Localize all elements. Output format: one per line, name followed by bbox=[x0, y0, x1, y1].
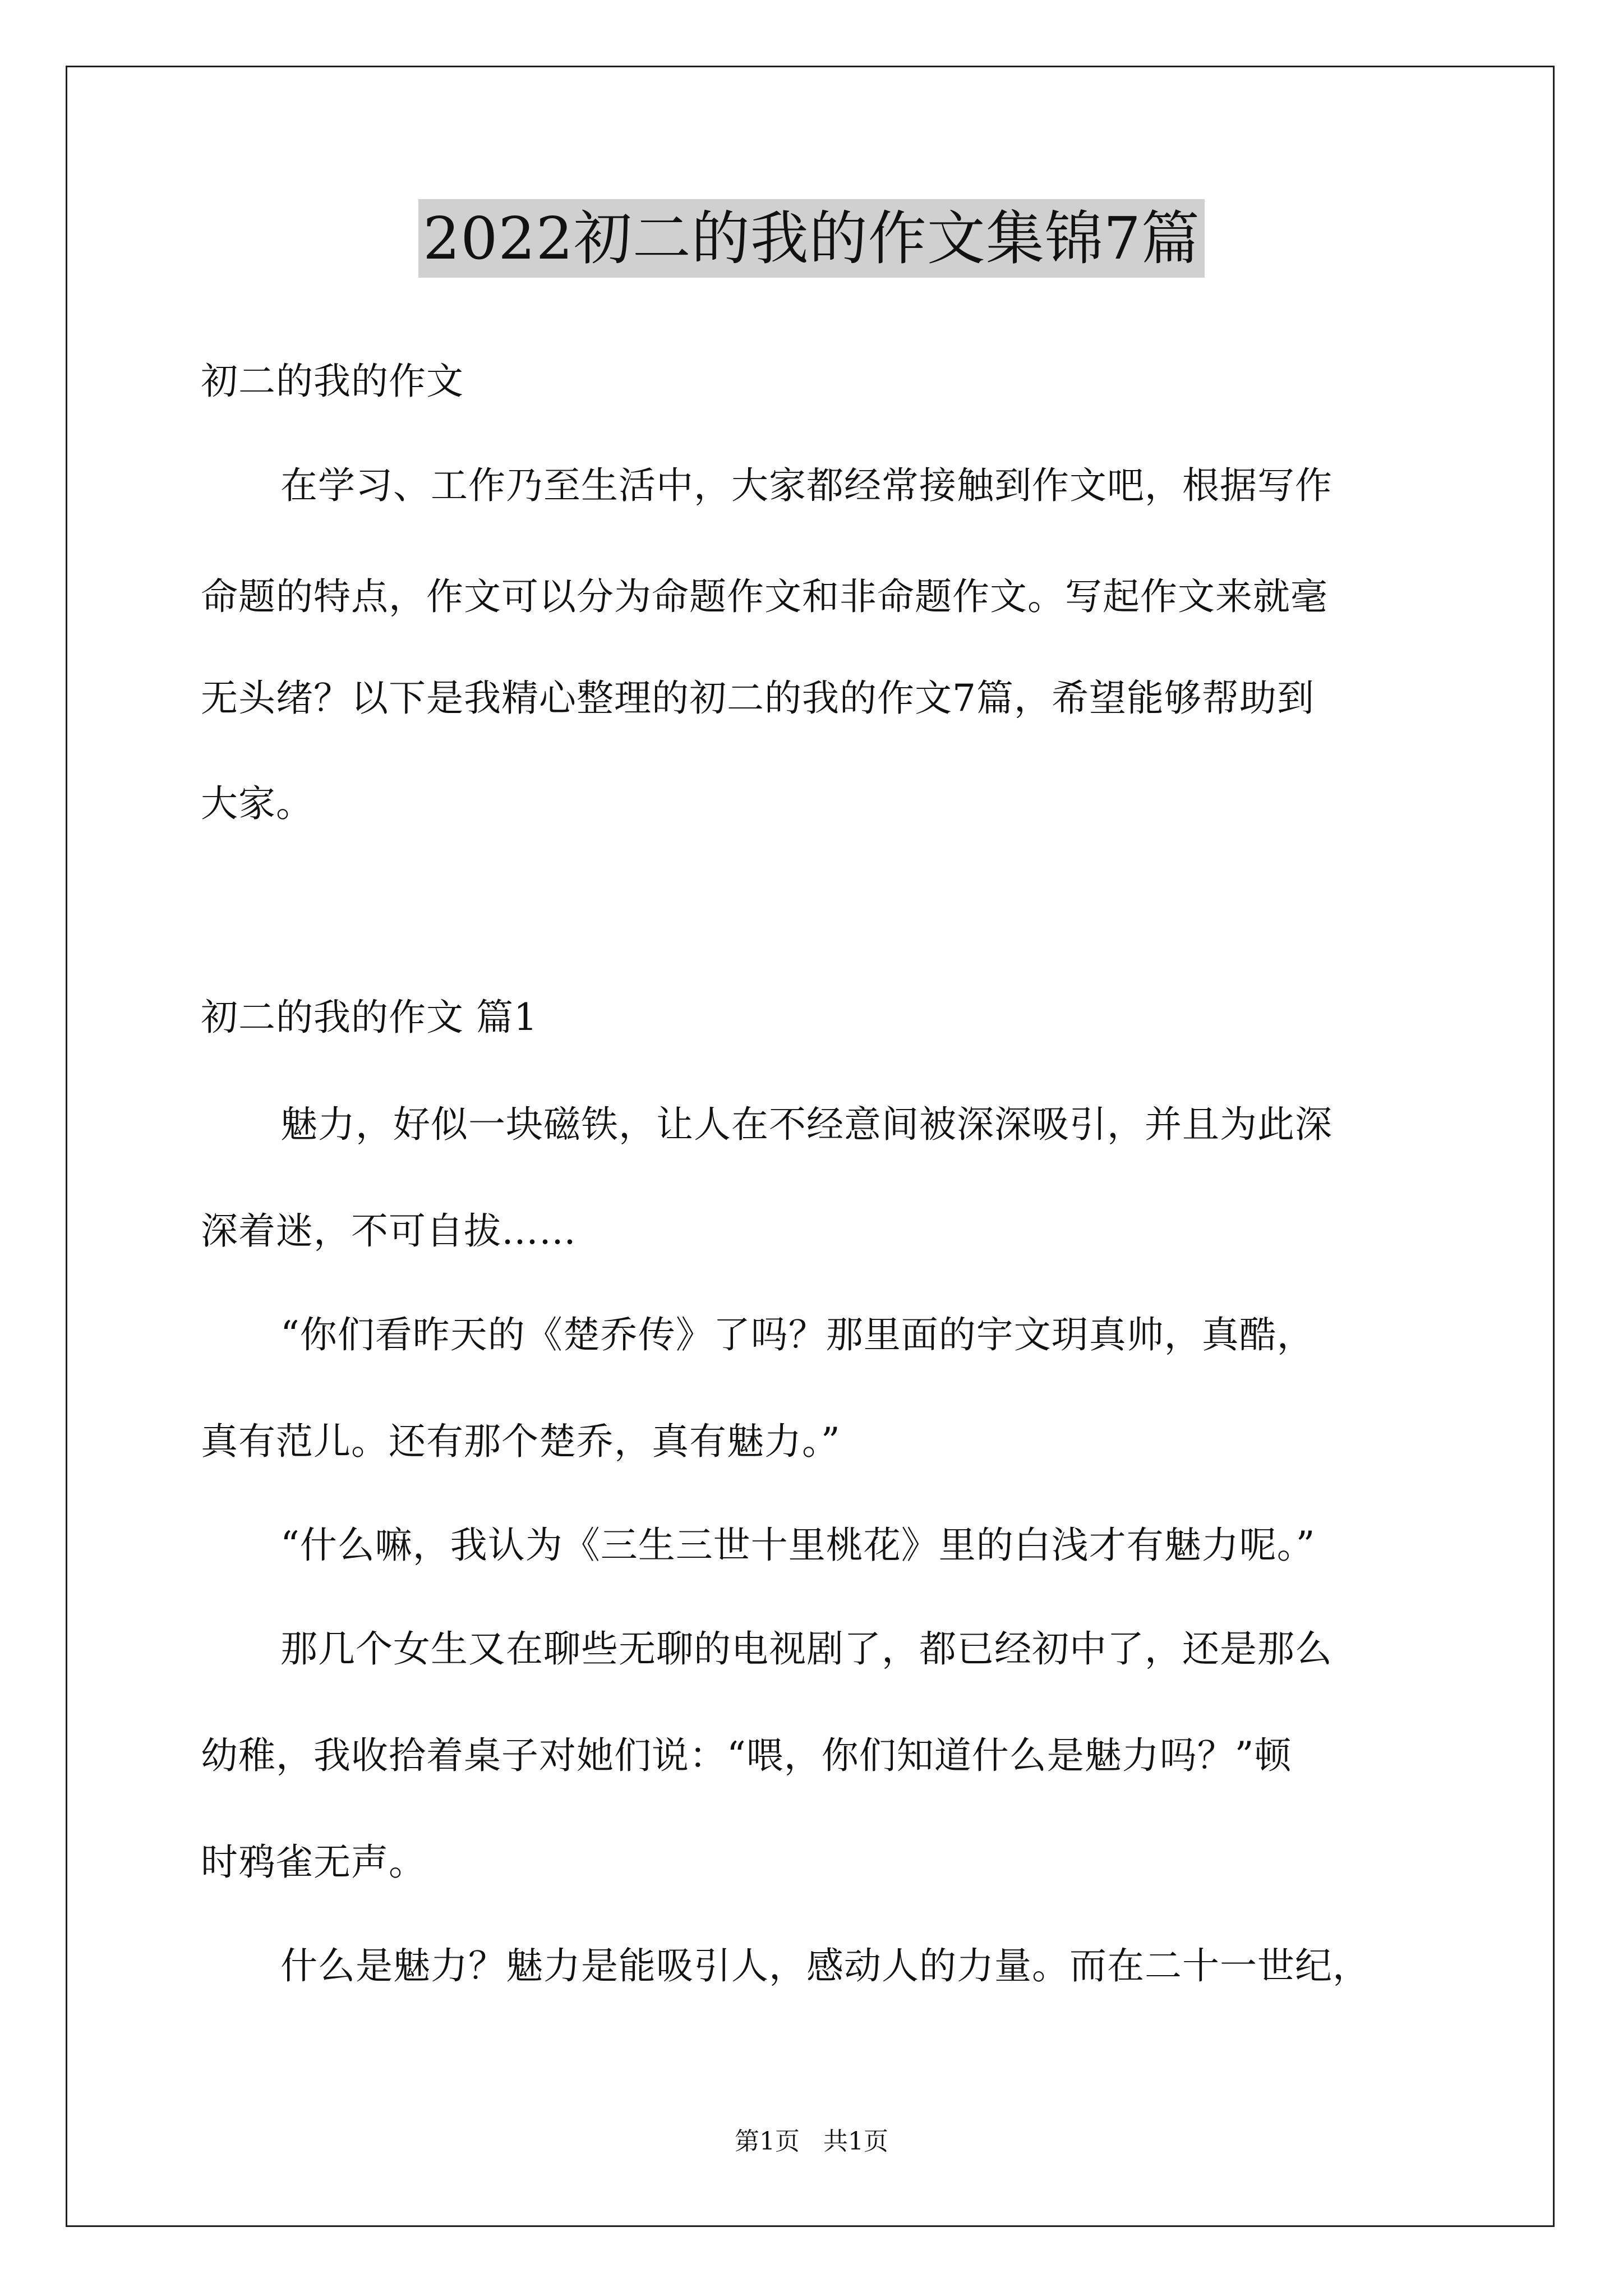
paragraph-line: 那几个女生又在聊些无聊的电视剧了，都已经初中了，还是那么 bbox=[280, 1627, 1332, 1671]
document-title-text: 2022初二的我的作文集锦7篇 bbox=[418, 199, 1205, 278]
paragraph-line: 大家。 bbox=[201, 782, 313, 825]
paragraph-line: 幼稚，我收拾着桌子对她们说：“喂，你们知道什么是魅力吗？”顿 bbox=[201, 1734, 1292, 1777]
paragraph-line: 无头绪？以下是我精心整理的初二的我的作文7篇，希望能够帮助到 bbox=[201, 677, 1315, 720]
paragraph-line: 时鸦雀无声。 bbox=[201, 1841, 426, 1884]
paragraph-line: 命题的特点，作文可以分为命题作文和非命题作文。写起作文来就毫 bbox=[201, 575, 1328, 618]
paragraph-line: 魅力，好似一块磁铁，让人在不经意间被深深吸引，并且为此深 bbox=[280, 1103, 1332, 1146]
section-heading: 初二的我的作文 bbox=[201, 360, 464, 403]
paragraph-line: “什么嘛，我认为《三生三世十里桃花》里的白浅才有魅力呢。” bbox=[280, 1524, 1316, 1567]
paragraph-line: 深着迷，不可自拔…… bbox=[201, 1209, 577, 1253]
section-heading: 初二的我的作文 篇1 bbox=[201, 996, 538, 1039]
paragraph-line: 在学习、工作乃至生活中，大家都经常接触到作文吧，根据写作 bbox=[280, 464, 1332, 507]
document-title bbox=[0, 199, 1623, 278]
paragraph-line: “你们看昨天的《楚乔传》了吗？那里面的宇文玥真帅，真酷， bbox=[280, 1313, 1315, 1356]
page-footer: 第1页 共1页 bbox=[735, 2127, 888, 2156]
paragraph-line: 真有范儿。还有那个楚乔，真有魅力。” bbox=[201, 1420, 841, 1463]
paragraph-line: 什么是魅力？魅力是能吸引人，感动人的力量。而在二十一世纪， bbox=[280, 1944, 1370, 1987]
